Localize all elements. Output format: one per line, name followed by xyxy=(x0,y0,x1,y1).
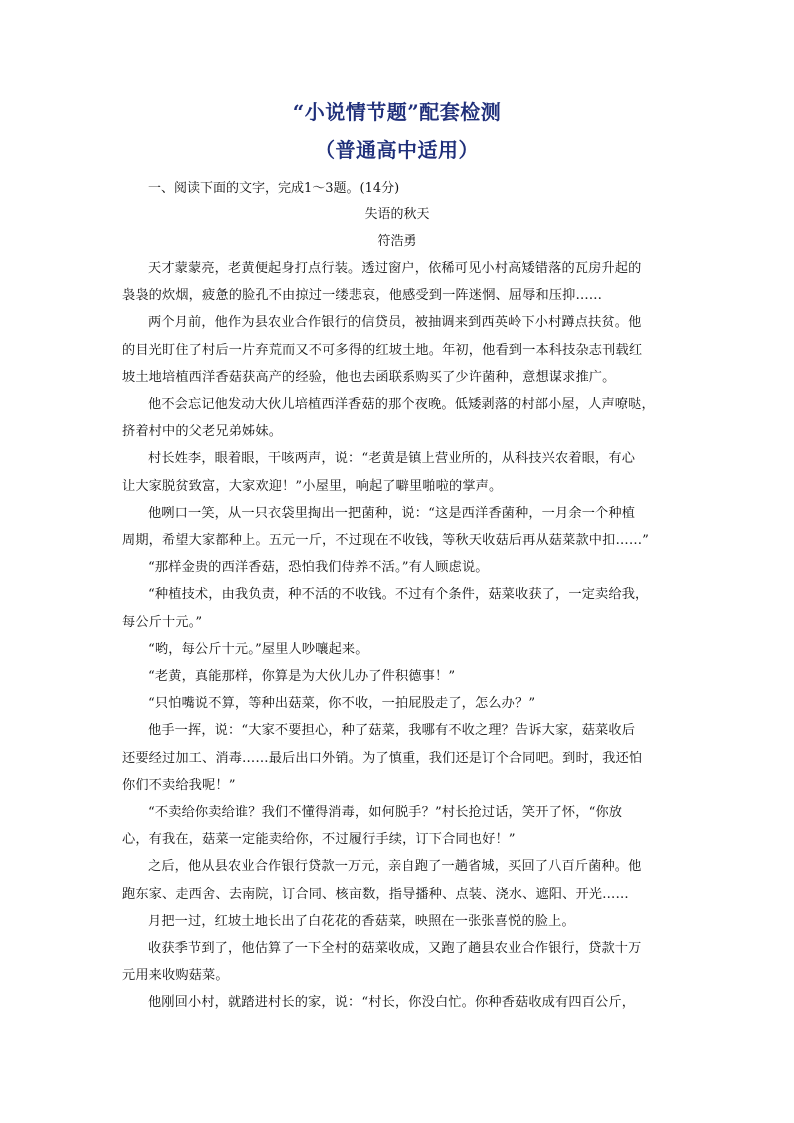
text-line: “种植技术，由我负责，种不活的不收钱。不过有个条件，菇菜收获了，一定卖给我， xyxy=(148,587,649,603)
text-line: 村长姓李，眼着眼，干咳两声，说：“老黄是镇上营业所的，从科技兴农着眼，有心 xyxy=(148,451,636,467)
text-line: “老黄，真能那样，你算是为大伙儿办了件积德事！” xyxy=(148,669,456,684)
text-line: 元用来收购菇菜。 xyxy=(122,968,229,984)
text-line: 袅袅的炊烟，疲惫的脸孔不由掠过一缕悲哀，他感受到一阵迷惘、屈辱和压抑…… xyxy=(122,288,603,304)
text-line: “只怕嘴说不算，等种出菇菜，你不收，一拍屁股走了，怎么办？” xyxy=(148,696,536,712)
story-title: 失语的秋天 xyxy=(364,207,430,222)
text-line: 你们不卖给我呢！” xyxy=(122,777,236,793)
page-subtitle: （普通高中适用） xyxy=(315,138,479,162)
text-line: “不卖给你卖给谁？我们不懂得消毒，如何脱手？”村长抢过话，笑开了怀，“你放 xyxy=(148,805,623,820)
text-line: 周期，希望大家都种上。五元一斤，不过现在不收钱，等秋天收菇后再从菇菜款中扣……” xyxy=(122,533,650,548)
text-line: 他手一挥，说：“大家不要担心，种了菇菜，我哪有不收之理？告诉大家，菇菜收后 xyxy=(148,723,636,739)
text-line: “哟，每公斤十元。”屋里人吵嚷起来。 xyxy=(148,641,369,657)
text-line: 他刚回小村，就踏进村长的家，说：“村长，你没白忙。你种香菇收成有四百公斤， xyxy=(148,995,636,1011)
text-line: 天才蒙蒙亮，老黄便起身打点行装。透过窗户，依稀可见小村高矮错落的瓦房升起的 xyxy=(148,261,642,276)
page-title: “小说情节题”配套检测 xyxy=(292,100,502,124)
question-heading: 一、阅读下面的文字，完成1～3题。(14分) xyxy=(148,181,400,196)
text-line: 他不会忘记他发动大伙儿培植西洋香菇的那个夜晚。低矮剥落的村部小屋，人声嘹哒， xyxy=(148,397,655,412)
text-line: 每公斤十元。” xyxy=(122,614,203,630)
text-line: 让大家脱贫致富，大家欢迎！”小屋里，响起了噼里啪啦的掌声。 xyxy=(122,478,503,494)
text-line: 收获季节到了，他估算了一下全村的菇菜收成，又跑了趟县农业合作银行，贷款十万 xyxy=(148,941,642,956)
text-line: 的目光盯住了村后一片弃荒而又不可多得的红坡土地。年初，他看到一本科技杂志刊载红 xyxy=(122,342,643,358)
text-line: 月把一过，红坡土地长出了白花花的香菇菜，映照在一张张喜悦的脸上。 xyxy=(148,913,575,929)
text-line: 两个月前，他作为县农业合作银行的信贷员，被抽调来到西英岭下小村蹲点扶贫。他 xyxy=(148,315,642,331)
text-line: 坡土地培植西洋香菇获高产的经验，他也去函联系购买了少许菌种，意想谋求推广。 xyxy=(122,369,616,385)
text-line: 他咧口一笑，从一只衣袋里掏出一把菌种，说：“这是西洋香菌种，一月余一个种植 xyxy=(148,505,636,521)
text-line: 还要经过加工、消毒……最后出口外销。为了慎重，我们还是订个合同吧。到时，我还怕 xyxy=(122,750,643,766)
text-line: 心，有我在，菇菜一定能卖给你，不过履行手续，订下合同也好！” xyxy=(122,832,516,848)
text-line: 之后，他从县农业合作银行贷款一万元，亲自跑了一趟省城，买回了八百斤菌种。他 xyxy=(148,859,642,875)
story-author: 符浩勇 xyxy=(377,234,417,249)
text-line: 跑东家、走西舍、去南院，订合同、核亩数，指导播种、点装、浇水、遮阳、开光…… xyxy=(122,886,629,902)
text-line: “那样金贵的西洋香菇，恐怕我们侍养不活。”有人顾虑说。 xyxy=(148,560,489,576)
text-line: 挤着村中的父老兄弟姊妹。 xyxy=(122,424,283,440)
